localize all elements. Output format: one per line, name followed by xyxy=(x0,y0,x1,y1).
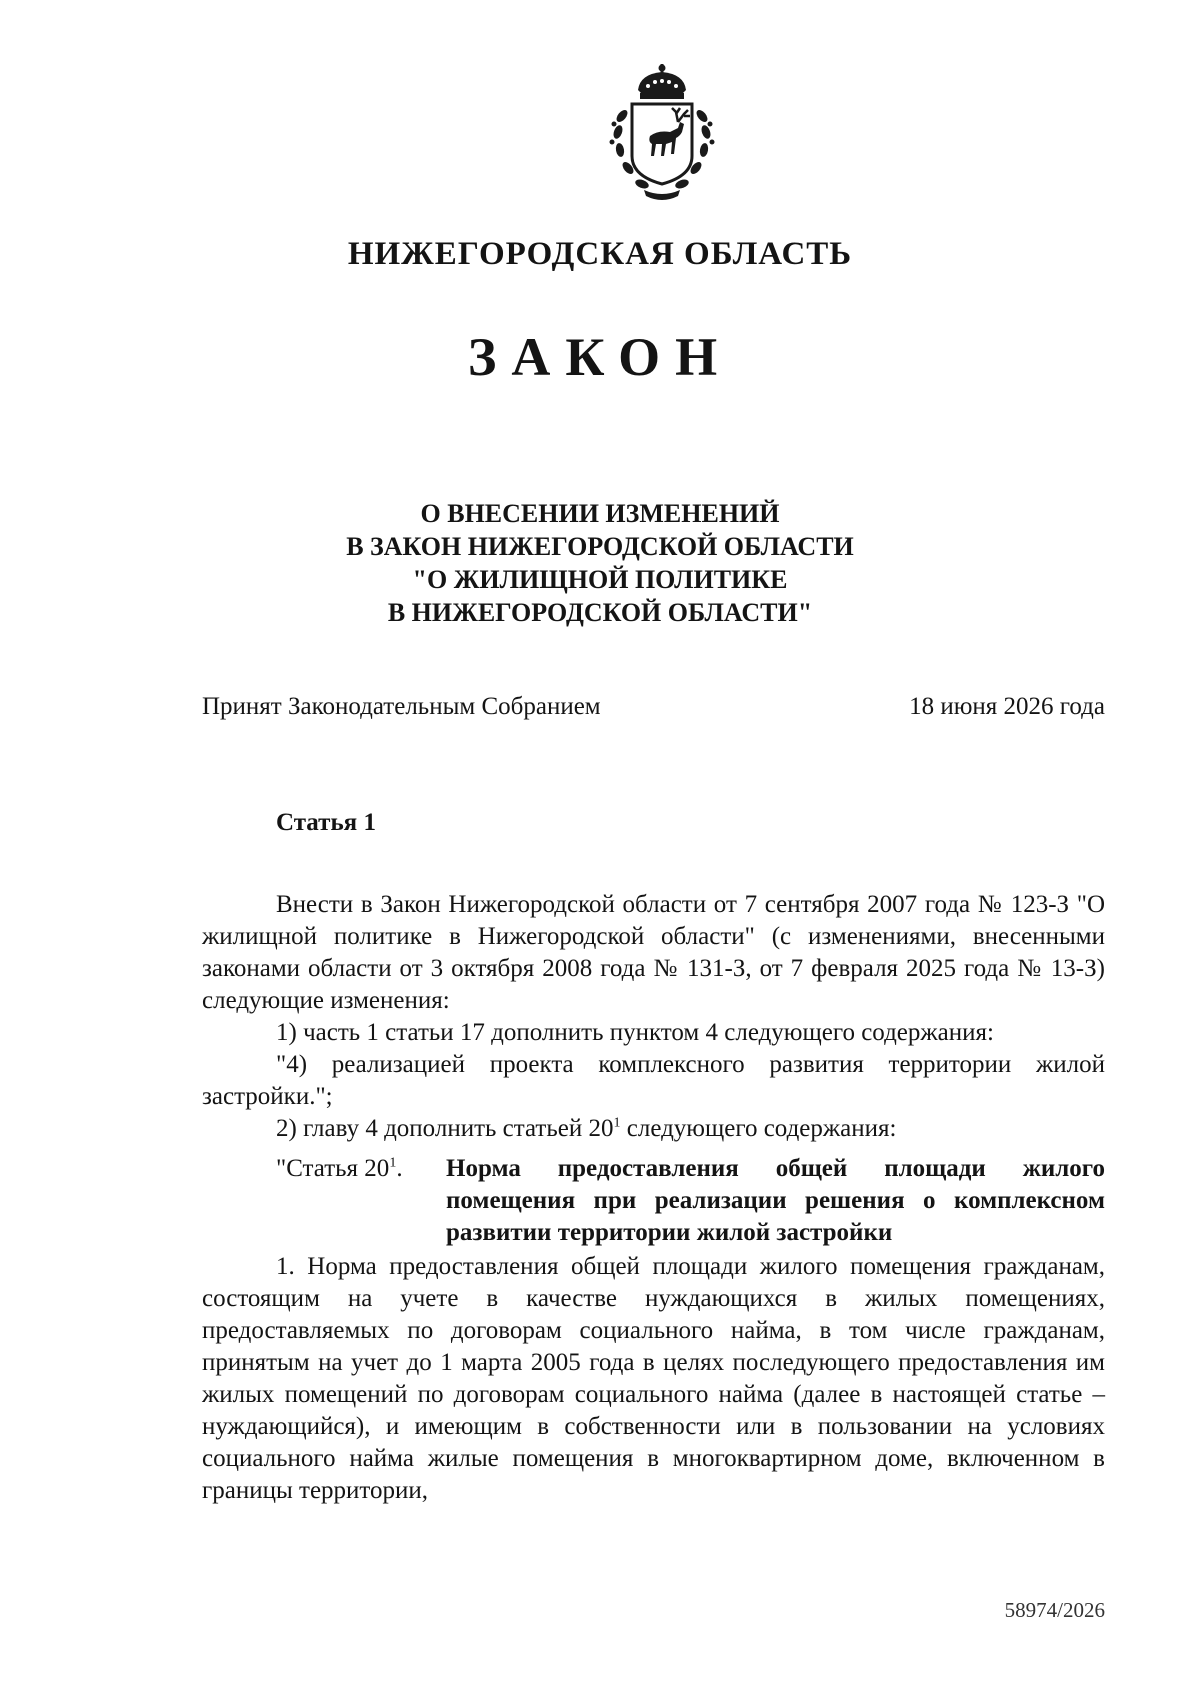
new-article-number: "Статья 20 xyxy=(276,1155,390,1182)
amendment-item-2-text: следующего содержания: xyxy=(620,1115,897,1142)
amendment-item-2-text: 2) главу 4 дополнить статьей 20 xyxy=(276,1115,614,1142)
superscript: 1 xyxy=(389,1155,397,1171)
amendment-item-2 xyxy=(202,1113,1105,1145)
new-article-title: Норма предоставления общей площади жилого помещения при реализации решения о комплексном развитии территории жилой застройки xyxy=(446,1155,1105,1246)
new-article-body xyxy=(202,1251,1105,1507)
new-article-label xyxy=(276,1153,403,1185)
new-article-dot: . xyxy=(396,1155,403,1182)
amendment-item-1: 1) часть 1 статьи 17 дополнить пунктом 4 следующего содержания: xyxy=(276,1019,994,1046)
superscript: 1 xyxy=(613,1115,621,1131)
law-title-line: О ВНЕСЕНИИ ИЗМЕНЕНИЙ xyxy=(420,499,780,528)
article-body xyxy=(202,889,1105,1145)
amendment-item-1-text: "4) реализацией проекта комплексного развития территории жилой застройки."; xyxy=(202,1051,1105,1110)
region-name: НИЖЕГОРОДСКАЯ ОБЛАСТЬ xyxy=(347,236,853,272)
new-article-part-1: 1. Норма предоставления общей площади жилого помещения гражданам, состоящим на учете в качестве нуждающихся в жилых помещениях, предоставляемых по договорам социального найма, в том числе гражданам, принятым на учет до 1 марта 2005 года в целях последующего предоставления им жилых помещений по договорам социального найма (далее в настоящей статье – нуждающийся), и имеющим в собственности или в пользовании на условиях социального найма жилые помещения в многоквартирном доме, включенном в границы территории, xyxy=(202,1253,1105,1504)
adopted-by: Принят Законодательным Собранием xyxy=(202,693,601,720)
law-title-line: В ЗАКОН НИЖЕГОРОДСКОЙ ОБЛАСТИ xyxy=(346,532,854,561)
law-title-line: "О ЖИЛИЩНОЙ ПОЛИТИКЕ xyxy=(412,565,788,594)
coat-of-arms-icon xyxy=(592,64,732,206)
article-intro: Внести в Закон Нижегородской области от 7 сентября 2007 года № 123-З "О жилищной политике в Нижегородской области" (с изменениями, внесенными законами области от 3 октября 2008 года № 131-З, от 7 февраля 2025 года № 13-З) следующие изменения: xyxy=(202,891,1105,1014)
adoption-date: 18 июня 2026 года xyxy=(909,693,1105,720)
document-type: ЗАКОН xyxy=(467,327,733,387)
law-title-line: В НИЖЕГОРОДСКОЙ ОБЛАСТИ" xyxy=(387,598,813,627)
document-number: 58974/2026 xyxy=(1004,1598,1105,1622)
law-title xyxy=(0,497,1200,629)
article-heading: Статья 1 xyxy=(276,809,376,836)
